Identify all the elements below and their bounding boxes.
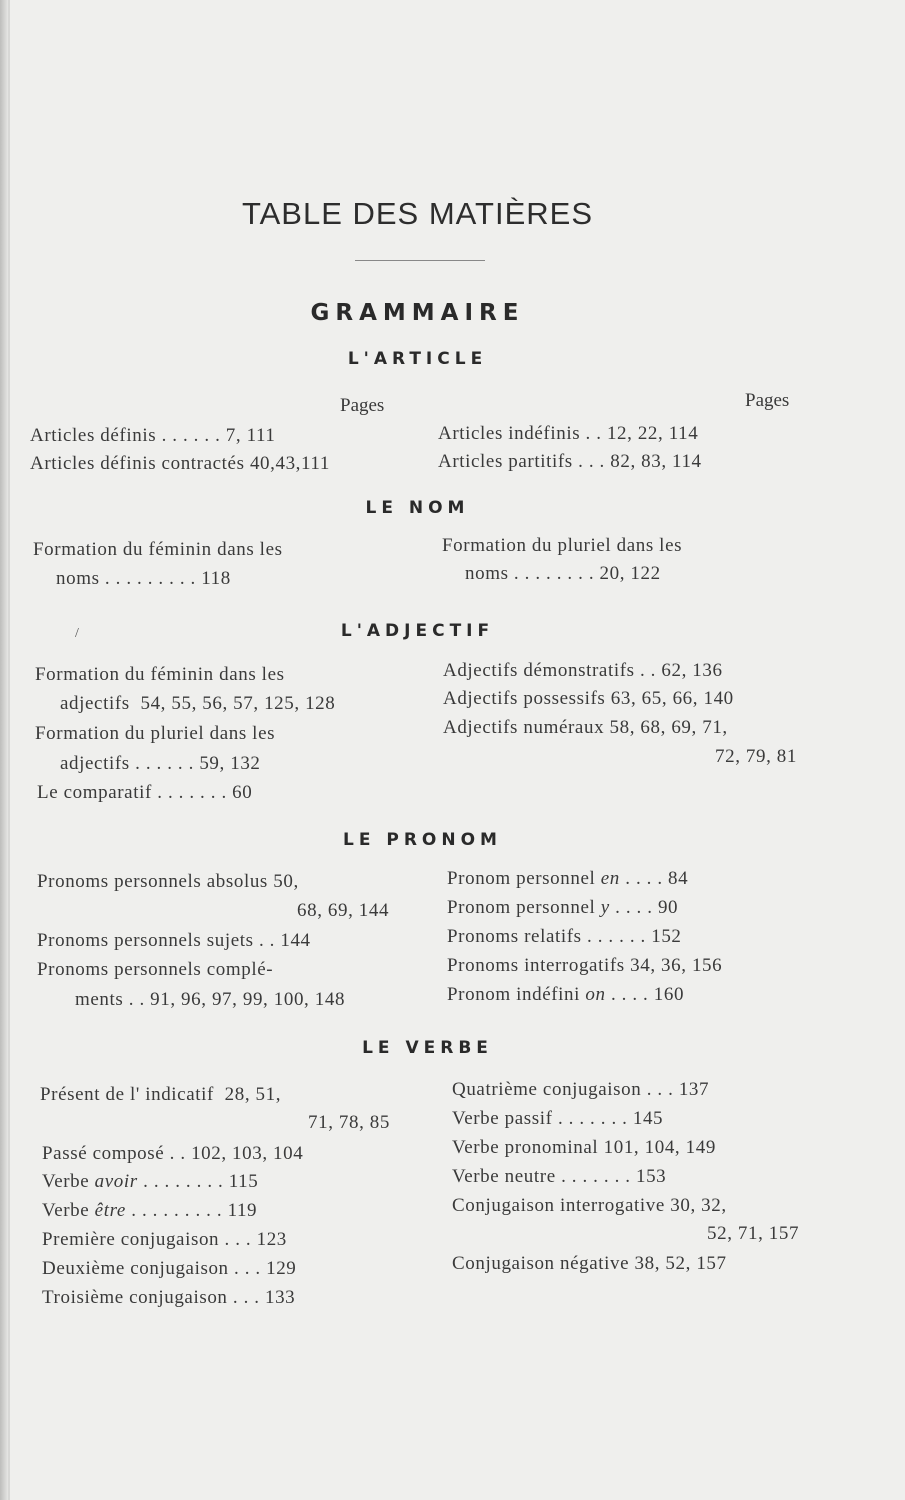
pages-label-left: Pages xyxy=(340,395,385,416)
toc-entry: Première conjugaison . . . 123 xyxy=(42,1229,287,1250)
toc-entry: Articles indéfinis . . 12, 22, 114 xyxy=(438,423,699,444)
toc-entry: 71, 78, 85 xyxy=(308,1112,390,1133)
toc-entry: Conjugaison négative 38, 52, 157 xyxy=(452,1253,727,1274)
heading-nom: LE NOM xyxy=(365,498,470,518)
toc-entry: ments . . 91, 96, 97, 99, 100, 148 xyxy=(75,989,346,1010)
toc-entry: Articles définis . . . . . . 7, 111 xyxy=(30,425,276,446)
toc-entry: Verbe passif . . . . . . . 145 xyxy=(452,1108,664,1129)
stray-mark: / xyxy=(75,626,79,641)
toc-entry: Verbe être . . . . . . . . . 119 xyxy=(42,1200,258,1221)
pages-label-right: Pages xyxy=(745,390,790,411)
toc-entry: adjectifs 54, 55, 56, 57, 125, 128 xyxy=(60,693,336,714)
toc-entry: Quatrième conjugaison . . . 137 xyxy=(452,1079,710,1100)
toc-entry: Pronom personnel y . . . . 90 xyxy=(447,897,679,918)
toc-entry: noms . . . . . . . . . 118 xyxy=(56,568,231,589)
toc-entry: Adjectifs numéraux 58, 68, 69, 71, xyxy=(443,717,728,738)
toc-entry: Formation du pluriel dans les xyxy=(35,723,276,744)
toc-entry: Adjectifs possessifs 63, 65, 66, 140 xyxy=(443,688,734,709)
toc-entry: Le comparatif . . . . . . . 60 xyxy=(37,782,253,803)
title-rule xyxy=(355,260,485,261)
toc-entry: Formation du pluriel dans les xyxy=(442,535,683,556)
toc-entry: Pronoms personnels absolus 50, xyxy=(37,871,299,892)
toc-entry: Présent de l' indicatif 28, 51, xyxy=(40,1084,282,1105)
toc-entry: adjectifs . . . . . . 59, 132 xyxy=(60,753,261,774)
heading-pronom: LE PRONOM xyxy=(343,830,502,850)
toc-entry: 68, 69, 144 xyxy=(297,900,390,921)
toc-entry: Troisième conjugaison . . . 133 xyxy=(42,1287,296,1308)
toc-entry: noms . . . . . . . . 20, 122 xyxy=(465,563,661,584)
heading-adjectif: L'ADJECTIF xyxy=(340,621,495,641)
toc-entry: 72, 79, 81 xyxy=(715,746,797,767)
toc-entry: Deuxième conjugaison . . . 129 xyxy=(42,1258,297,1279)
toc-entry: 52, 71, 157 xyxy=(707,1223,800,1244)
toc-entry: Adjectifs démonstratifs . . 62, 136 xyxy=(443,660,723,681)
toc-entry: Verbe neutre . . . . . . . 153 xyxy=(452,1166,667,1187)
toc-entry: Articles partitifs . . . 82, 83, 114 xyxy=(438,451,702,472)
toc-entry: Formation du féminin dans les xyxy=(35,664,285,685)
toc-entry: Pronoms personnels sujets . . 144 xyxy=(37,930,311,951)
page-title: TABLE DES MATIÈRES xyxy=(241,196,594,231)
toc-entry: Conjugaison interrogative 30, 32, xyxy=(452,1195,727,1216)
toc-entry: Verbe avoir . . . . . . . . 115 xyxy=(42,1171,259,1192)
toc-entry: Pronom personnel en . . . . 84 xyxy=(447,868,689,889)
section-heading-grammaire: GRAMMAIRE xyxy=(310,300,525,326)
heading-verbe: LE VERBE xyxy=(362,1038,493,1058)
toc-entry: Pronoms interrogatifs 34, 36, 156 xyxy=(447,955,723,976)
toc-entry: Articles définis contractés 40,43,111 xyxy=(30,453,330,474)
toc-entry: Verbe pronominal 101, 104, 149 xyxy=(452,1137,716,1158)
toc-entry: Formation du féminin dans les xyxy=(33,539,283,560)
heading-article: L'ARTICLE xyxy=(347,349,488,369)
toc-entry: Pronom indéfini on . . . . 160 xyxy=(447,984,685,1005)
toc-entry: Passé composé . . 102, 103, 104 xyxy=(42,1143,304,1164)
toc-entry: Pronoms personnels complé- xyxy=(37,959,274,980)
toc-entry: Pronoms relatifs . . . . . . 152 xyxy=(447,926,682,947)
